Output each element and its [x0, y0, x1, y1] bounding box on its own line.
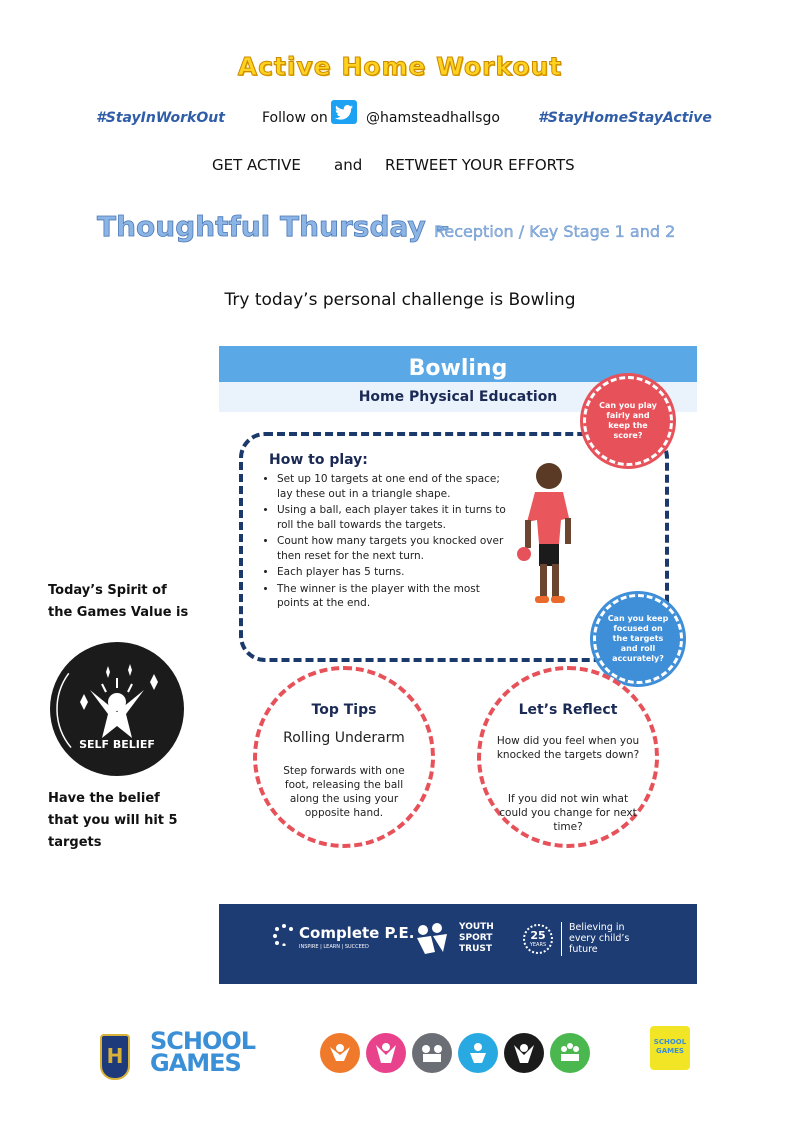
believing-line-3: future — [569, 944, 598, 955]
top-tips-text: Step forwards with one foot, releasing the ball along the using your opposite hand. — [283, 765, 405, 819]
crest-letter: H — [106, 1044, 124, 1068]
bubble-focus — [593, 594, 683, 684]
value-badge-self-belief — [504, 1033, 544, 1073]
school-games-line-2: GAMES — [150, 1049, 241, 1077]
get-active-text: GET ACTIVE — [212, 156, 301, 174]
school-games-logo — [150, 1027, 256, 1077]
bubble-focus-text: Can you keep focused on the targets and roll accurately? — [607, 614, 669, 663]
complete-pe-logo: Complete P.E. — [299, 924, 415, 942]
self-belief-badge — [50, 642, 184, 776]
yst-line-3: TRUST — [459, 944, 492, 954]
list-item: • Using a ball, each player takes it in turns to roll the ball towards the targets. — [277, 503, 507, 532]
bubble-fair-play — [583, 376, 673, 466]
twitter-handle[interactable]: @hamsteadhallsgo — [366, 110, 500, 126]
self-belief-label: SELF BELIEF — [79, 738, 155, 751]
youth-sport-trust-text — [459, 922, 494, 955]
value-badge-teamwork — [550, 1033, 590, 1073]
list-item: • The winner is the player with the most points at the end. — [277, 582, 507, 611]
bubble-fair-play-text: Can you play fairly and keep the score? — [599, 401, 657, 440]
spirit-line-2: the Games Value is — [48, 605, 189, 620]
list-item: • Set up 10 targets at one end of the space; lay these out in a triangle shape. — [277, 472, 507, 501]
reflect-title: Let’s Reflect — [518, 702, 618, 718]
years-label: YEARS — [529, 942, 547, 948]
value-badge-determination — [320, 1033, 360, 1073]
yst-line-2: SPORT — [459, 933, 493, 943]
belief-line-3: targets — [48, 835, 102, 850]
and-text: and — [334, 156, 363, 174]
youth-sport-trust-icon — [413, 922, 453, 956]
yst-line-1: YOUTH — [459, 922, 494, 932]
top-tips-circle — [253, 666, 435, 848]
hashtag-stayinworkout[interactable]: #StayInWorkOut — [96, 110, 225, 126]
believing-line-2: every child’s — [569, 933, 630, 944]
believing-text — [569, 922, 629, 955]
years-number: 25 — [530, 929, 546, 942]
follow-label: Follow on — [262, 110, 328, 126]
how-to-play-list — [263, 472, 507, 613]
belief-line-2: that you will hit 5 — [48, 813, 178, 828]
hashtag-stayhomestayactive[interactable]: #StayHomeStayActive — [538, 110, 712, 126]
teamwork-icon — [550, 1033, 590, 1073]
top-tips-title: Top Tips — [311, 702, 377, 718]
value-badge-honesty — [458, 1033, 498, 1073]
page-title: Active Home Workout — [237, 52, 563, 81]
determination-icon — [320, 1033, 360, 1073]
school-crest-logo — [100, 1034, 130, 1080]
footer-divider — [561, 922, 562, 956]
list-item: • Count how many targets you knocked over then reset for the next turn. — [277, 534, 507, 563]
school-games-badge-logo — [650, 1026, 690, 1070]
day-title: Thoughtful Thursday – — [97, 210, 450, 243]
value-badge-respect — [412, 1033, 452, 1073]
bowling-poster — [219, 346, 697, 984]
self-belief-icon — [50, 642, 184, 776]
twitter-icon[interactable] — [331, 100, 357, 124]
challenge-text: Try today’s personal challenge is Bowling — [224, 290, 576, 310]
how-to-play-title: How to play: — [269, 452, 368, 468]
spirit-line-1: Today’s Spirit of — [48, 583, 167, 598]
poster-title: Bowling — [408, 356, 508, 381]
school-games-badge-text: SCHOOL GAMES — [653, 1038, 687, 1055]
child-bowling-illustration — [509, 458, 589, 618]
belief-line-1: Have the belief — [48, 791, 160, 806]
spirit-text — [48, 580, 188, 624]
value-badge-passion — [366, 1033, 406, 1073]
stage-label: Reception / Key Stage 1 and 2 — [434, 222, 676, 241]
school-games-line-1: SCHOOL — [150, 1027, 256, 1055]
self-belief-small-icon — [504, 1033, 544, 1073]
honesty-icon — [458, 1033, 498, 1073]
list-item: • Each player has 5 turns. — [277, 565, 507, 580]
complete-pe-tagline: INSPIRE | LEARN | SUCCEED — [299, 944, 369, 950]
years-badge — [523, 924, 553, 954]
respect-icon — [412, 1033, 452, 1073]
complete-pe-dots-icon — [273, 924, 295, 946]
reflect-question-2: If you did not win what could you change for next time? — [499, 793, 637, 833]
reflect-question-1: How did you feel when you knocked the targets down? — [496, 735, 640, 761]
top-tips-subtitle: Rolling Underarm — [283, 730, 405, 746]
poster-footer — [219, 904, 697, 984]
passion-icon — [366, 1033, 406, 1073]
retweet-text: RETWEET YOUR EFFORTS — [385, 156, 575, 174]
believing-line-1: Believing in — [569, 922, 625, 933]
belief-text — [48, 788, 178, 854]
poster-subtitle: Home Physical Education — [358, 389, 558, 405]
